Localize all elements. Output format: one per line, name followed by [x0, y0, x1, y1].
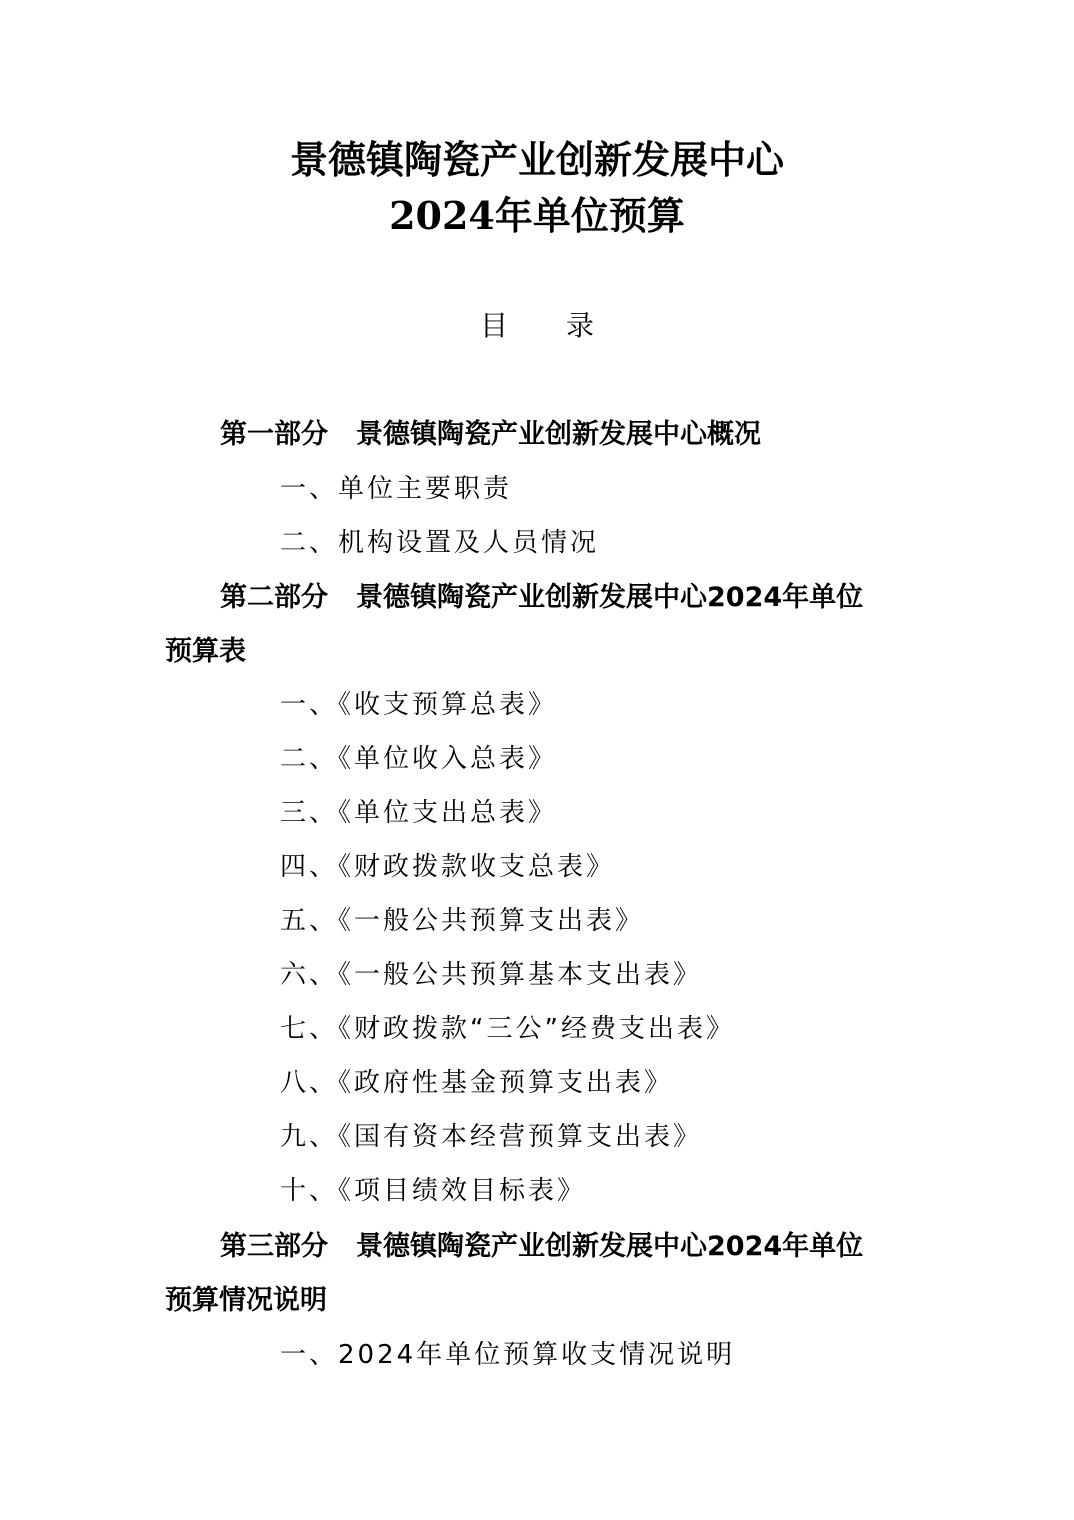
toc-item: 十、《项目绩效目标表》	[280, 1176, 587, 1206]
toc-part-2-title: 景德镇陶瓷产业创新发展中心2024年单位	[356, 582, 864, 613]
toc-part-3-title-continued: 预算情况说明	[165, 1285, 327, 1316]
toc-part-1-label: 第一部分	[220, 419, 328, 450]
toc-item: 六、《一般公共预算基本支出表》	[280, 960, 703, 990]
toc-item: 四、《财政拨款收支总表》	[280, 852, 616, 882]
toc-part-1-heading	[220, 421, 761, 448]
toc-item: 一、单位主要职责	[280, 474, 513, 504]
toc-heading: 目录	[479, 309, 652, 342]
toc-item: 一、《收支预算总表》	[280, 690, 558, 720]
toc-part-3-title: 景德镇陶瓷产业创新发展中心2024年单位	[356, 1231, 864, 1262]
toc-item: 五、《一般公共预算支出表》	[280, 906, 645, 936]
toc-item: 二、《单位收入总表》	[280, 744, 558, 774]
toc-part-2-title-continued: 预算表	[165, 636, 246, 667]
toc-part-3-heading	[220, 1233, 863, 1260]
toc-part-2-heading	[220, 584, 863, 611]
toc-item: 八、《政府性基金预算支出表》	[280, 1068, 674, 1098]
toc-item: 三、《单位支出总表》	[280, 798, 558, 828]
toc-item: 七、《财政拨款“三公”经费支出表》	[280, 1014, 735, 1044]
toc-item: 二、机构设置及人员情况	[280, 528, 600, 558]
toc-part-2-label: 第二部分	[220, 582, 328, 613]
toc-item: 九、《国有资本经营预算支出表》	[280, 1122, 703, 1152]
toc-part-3-label: 第三部分	[220, 1231, 328, 1262]
toc-item: 一、2024年单位预算收支情况说明	[280, 1340, 736, 1370]
document-title-line-2: 2024年单位预算	[389, 193, 685, 238]
document-title-line-1: 景德镇陶瓷产业创新发展中心	[289, 137, 784, 182]
toc-part-1-title: 景德镇陶瓷产业创新发展中心概况	[356, 419, 761, 450]
